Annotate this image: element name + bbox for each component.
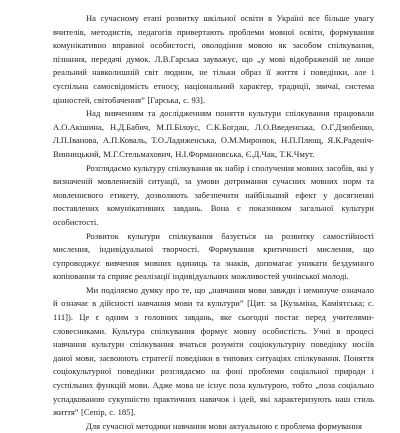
paragraph-culture-language: Ми поділяємо думку про те, що „навчання мови завжди і неминуче означало й означає в дійсності навчання мови та культури” [Цит. за [Кузьміна, Каміятська; с. 111]). Це є одним з головних завдань, яке сьогодні постає перед учителями-словесниками. Культура спілкування формує мовну особистість. Учні в процесі навчання культури спілкування вчаться розуміти соціокультурну поведінку носіїв даної мови, засвоюють стратегії поведінки в типових ситуаціях спілкування. Поняття соціокультурної поведінки розглядаємо на фоні проблеми соціальної природи і суспільних функцій мови. Адже мова не існує поза культурою, тобто „поза соціально успадкованою сукупністю практичних навичок і ідей, які характеризують наш стиль життя” [Сепір, с. 185].	[53, 284, 374, 418]
paragraph-researchers: Над вивченням та дослідженням поняття культури спілкування працювали А.О.Акішина, Н.Д.Бабич, М.П.Білоус, С.К.Богдан, Л.О.Введенська, О.Г.Дзюбенко, Л.П.Іванова, А.П.Коваль, Т.О.Ладиженська, О.М.Миронюк, Н.П.Плющ, Я.К.Раденіч-Винницький, М.Г.Стельмахович, Н.І.Формановська, Є.Д.Чак, Т.К.Чмут.	[53, 108, 374, 159]
paragraph-intro: На сучасному етапі розвитку шкільної освіти в Україні все більше увагу вчителів, методистів, педагогів привертають проблеми мовної освіти, формування комунікативно вправної особистості, оволодіння мовою як засобом спілкування, пізнання, передачі думок. Л.В.Гарська зауважує, що „у мові відображеній не лише реальний навколишній світ людини, не тільки образ її життя і поведінки, але і суспільна самосвідомість етносу, національний характер, традиції, звичаї, система цінностей, світобачення” [Гарська, с. 93].	[53, 13, 374, 105]
paragraph-definition: Розглядаємо культуру спілкування як набір і сполучення мовних засобів, які у визначеній мовленнєвій ситуації, за умови дотримання сучасних мовних норм та мовленнєвого етикету, дозволяють забезпечити найбільший ефект у досягненні поставлених комунікативних завдань. Вона є показником загальної культури особистості.	[53, 162, 374, 227]
paragraph-methodology: Для сучасної методики навчання мови актуальною є проблема формування	[86, 420, 362, 431]
paragraph-development: Розвиток культури спілкування базується на розвитку самостійності мислення, індивідуальної творчості. Формування критичності мислення, що супроводжує вивчення мовних одиниць та знаків, допомагає уникати бездумного копіювання та сприяє реалізації індивідуальних можливостей учнівської молоді.	[53, 230, 374, 282]
